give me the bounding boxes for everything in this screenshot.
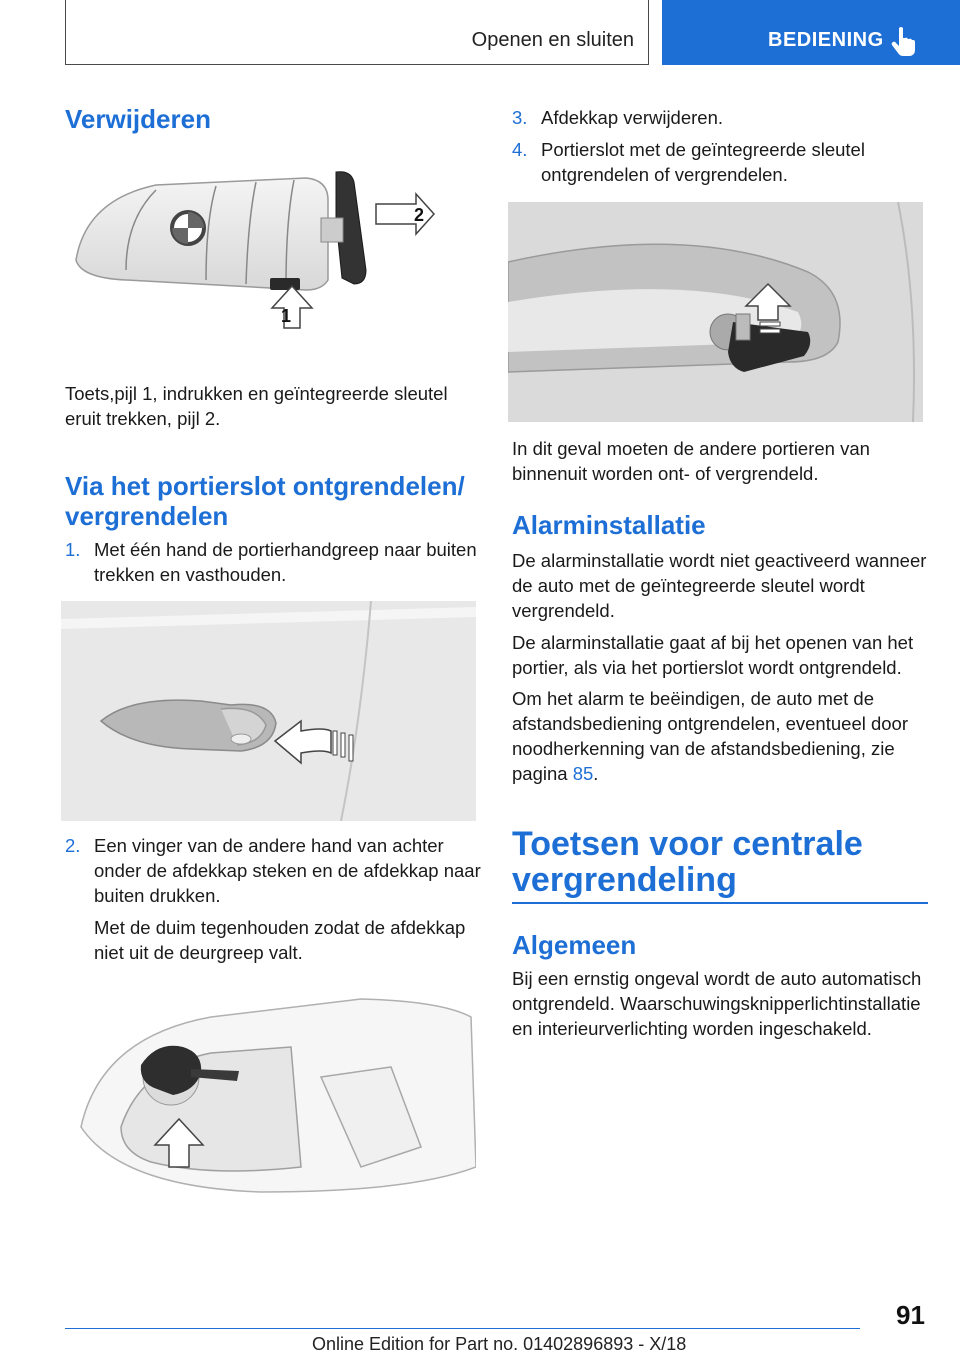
door-handle-illustration: [61, 601, 476, 821]
header-section-title: Openen en sluiten: [471, 29, 634, 51]
list-item-3: [512, 105, 932, 130]
heading-via-portierslot: [65, 471, 485, 531]
list-item-2: [65, 833, 485, 913]
alarm-3-end: .: [593, 763, 599, 784]
key-label-2: 2: [414, 205, 425, 225]
paragraph-duim: Met de duim tegenhouden zodat de afdekkap niet uit de deurgreep valt.: [94, 917, 466, 963]
key-label-1: 1: [281, 306, 292, 326]
key-removal-illustration: [66, 160, 474, 360]
footer-edition: Online Edition for Part no. 01402896893 - X/18: [312, 1334, 687, 1354]
door-lock-key-illustration: [508, 202, 923, 422]
paragraph-algemeen: Bij een ernstig ongeval wordt de auto automatisch ontgrendeld. Waarschuwingsknipperlichtinstallatie en interieurverlichting worden ingeschakeld.: [512, 968, 922, 1039]
paragraph-alarm-3: [512, 686, 928, 786]
heading-alarminstallatie: Alarminstallatie: [512, 510, 706, 540]
list-item-text: Met één hand de portierhandgreep naar buiten trekken en vasthouden.: [94, 539, 477, 585]
list-item-text: Portierslot met de geïntegreerde sleutel ontgrendelen of vergrendelen.: [541, 139, 865, 185]
section-divider: [512, 902, 928, 904]
list-item-text: Afdekkap verwijderen.: [541, 107, 724, 128]
hand-pointer-icon: [890, 26, 916, 56]
heading-verwijderen: Verwijderen: [65, 104, 211, 134]
heading-toetsen-line2: vergrendeling: [512, 861, 737, 899]
cover-removal-illustration: [61, 977, 476, 1202]
heading-via-line2: vergrendelen: [65, 501, 229, 531]
header-section-box: [65, 0, 649, 65]
heading-toetsen-centrale-vergrendeling: [512, 826, 932, 898]
list-item-number: 4.: [512, 139, 528, 160]
page-number: 91: [896, 1300, 925, 1330]
footer-divider: [65, 1328, 860, 1329]
list-item-number: 3.: [512, 107, 528, 128]
heading-via-line1: Via het portierslot ontgrendelen/: [65, 471, 465, 501]
heading-algemeen: Algemeen: [512, 930, 637, 960]
list-item-1: [65, 537, 485, 592]
header-chapter-title: BEDIENING: [768, 29, 884, 51]
list-item-number: 2.: [65, 835, 81, 856]
paragraph-in-dit-geval: In dit geval moeten de andere portieren van binnenuit worden ont- of vergrendeld.: [512, 438, 870, 484]
heading-toetsen-line1: Toetsen voor centrale: [512, 825, 863, 863]
paragraph-alarm-1: De alarminstallatie wordt niet geactiveerd wanneer de auto met de geïntegreerde sleutel wordt vergrendeld.: [512, 550, 927, 621]
header-chapter-tab[interactable]: [662, 0, 960, 65]
paragraph-alarm-2: De alarminstallatie gaat af bij het openen van het portier, als via het portierslot wordt ontgrendeld.: [512, 632, 914, 678]
alarm-3-text: Om het alarm te beëindigen, de auto met de afstandsbediening ontgrendelen, eventueel door noodherkenning van de afstandsbediening, zie pagina: [512, 688, 909, 784]
list-item-4: [512, 137, 932, 187]
list-item-number: 1.: [65, 539, 81, 560]
page-reference-link[interactable]: 85: [572, 763, 594, 784]
list-item-text: Een vinger van de andere hand van achter onder de afdekkap steken en de afdekkap naar buiten drukken.: [94, 835, 481, 906]
paragraph-toets: Toets,pijl 1, indrukken en geïntegreerde sleutel eruit trekken, pijl 2.: [65, 383, 448, 429]
